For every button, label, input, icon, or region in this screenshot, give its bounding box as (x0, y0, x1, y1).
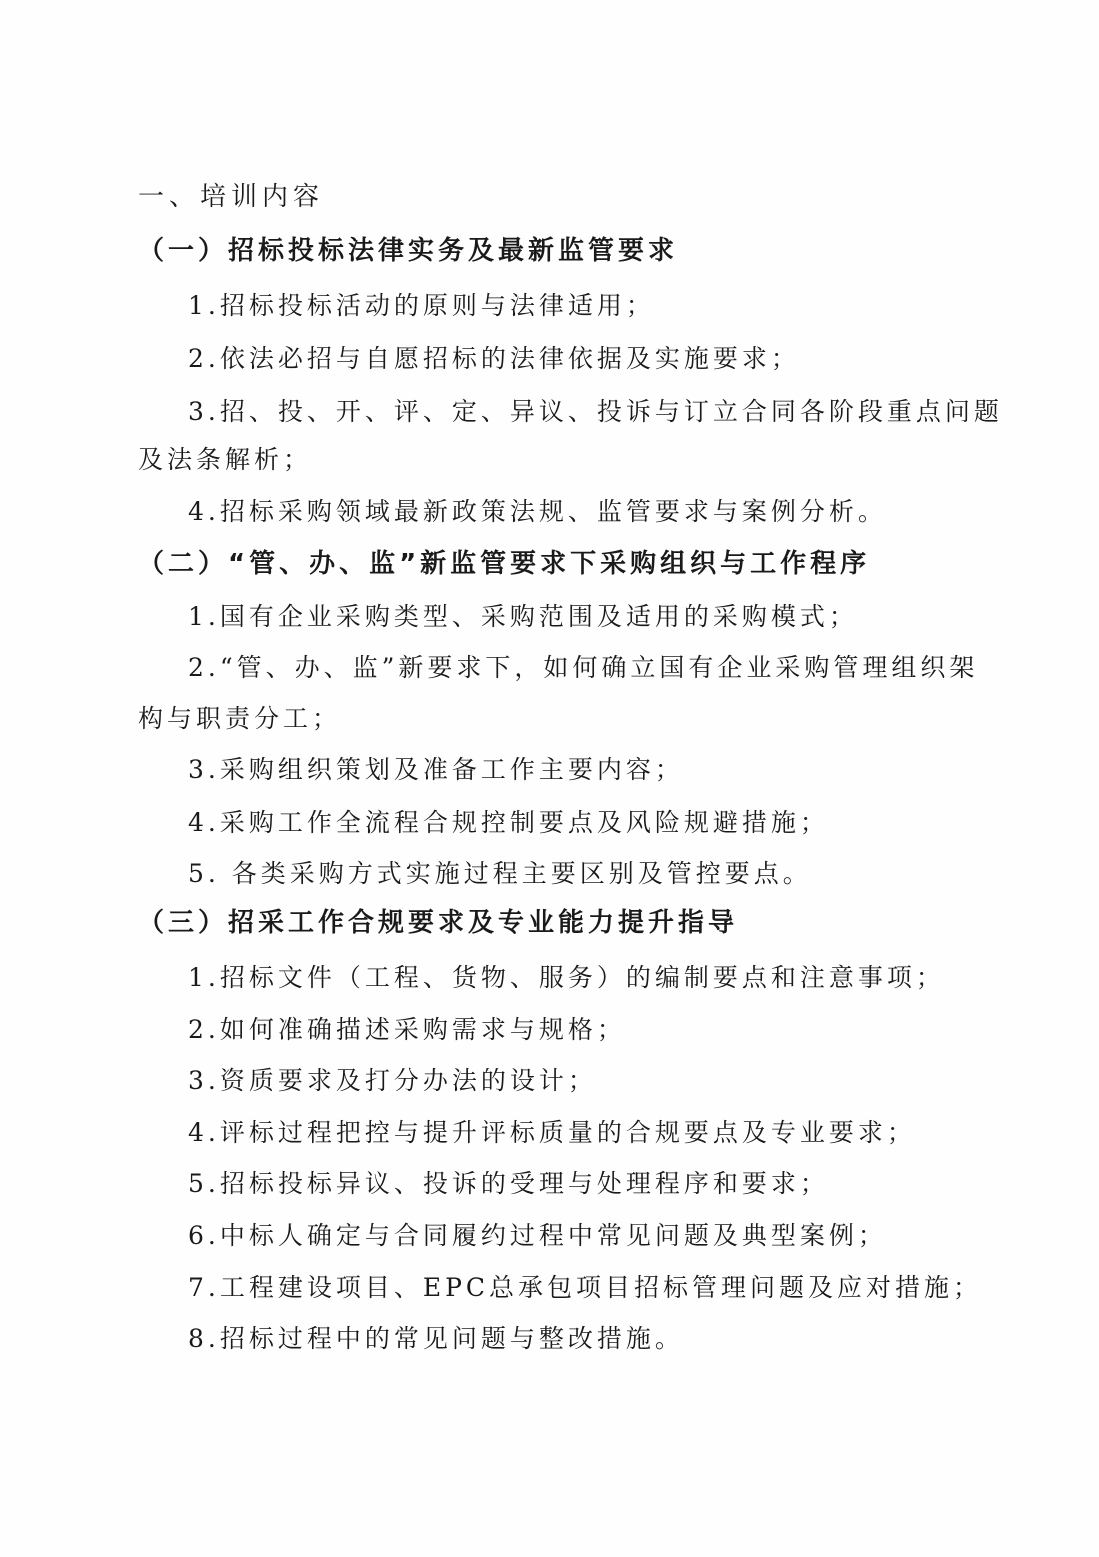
list-item: 1.招标文件（工程、货物、服务）的编制要点和注意事项； (188, 963, 945, 992)
list-item: 6.中标人确定与合同履约过程中常见问题及典型案例； (188, 1221, 887, 1250)
list-item: 5. 各类采购方式实施过程主要区别及管控要点。 (188, 859, 812, 888)
list-item: 4.评标过程把控与提升评标质量的合规要点及专业要求； (188, 1118, 916, 1147)
subsection-heading-1: （一）招标投标法律实务及最新监管要求 (138, 236, 679, 266)
list-item-continuation: 及法条解析； (138, 445, 313, 474)
subsection-heading-2: （二）“管、办、监”新监管要求下采购组织与工作程序 (138, 549, 871, 579)
list-item: 1.国有企业采购类型、采购范围及适用的采购模式； (188, 602, 858, 631)
list-item: 2.“管、办、监”新要求下，如何确立国有企业采购管理组织架 (188, 653, 979, 682)
list-item: 8.招标过程中的常见问题与整改措施。 (188, 1324, 684, 1353)
section-heading: 一、培训内容 (138, 182, 325, 212)
list-item-continuation: 构与职责分工； (138, 704, 342, 733)
list-item: 3.资质要求及打分办法的设计； (188, 1066, 597, 1095)
list-item: 3.招、投、开、评、定、异议、投诉与订立合同各阶段重点问题 (188, 397, 1003, 426)
list-item: 2.依法必招与自愿招标的法律依据及实施要求； (188, 344, 800, 373)
list-item: 5.招标投标异议、投诉的受理与处理程序和要求； (188, 1169, 829, 1198)
list-item: 1.招标投标活动的原则与法律适用； (188, 291, 655, 320)
list-item: 2.如何准确描述采购需求与规格； (188, 1015, 626, 1044)
list-item: 4.招标采购领域最新政策法规、监管要求与案例分析。 (188, 497, 887, 526)
subsection-heading-3: （三）招采工作合规要求及专业能力提升指导 (138, 908, 739, 938)
list-item: 3.采购组织策划及准备工作主要内容； (188, 755, 684, 784)
list-item: 4.采购工作全流程合规控制要点及风险规避措施； (188, 808, 829, 837)
list-item: 7.工程建设项目、EPC总承包项目招标管理问题及应对措施； (188, 1273, 983, 1302)
